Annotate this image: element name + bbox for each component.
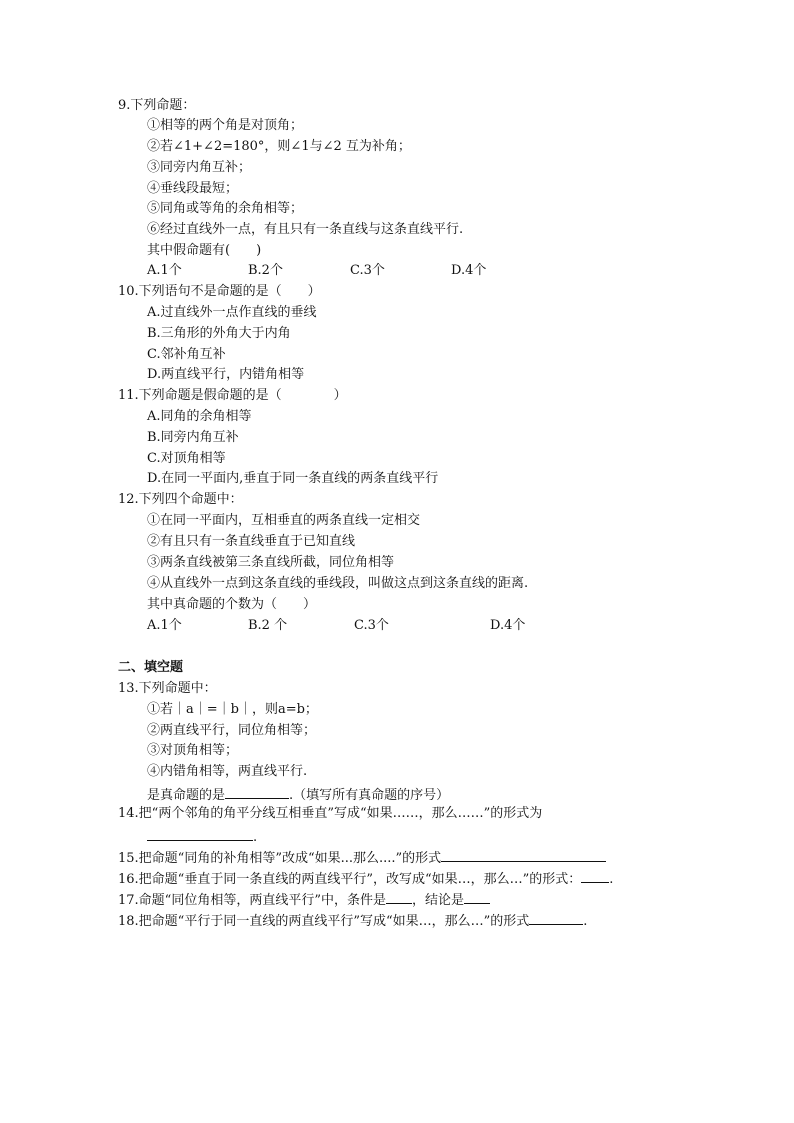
q18-text: 18.把命题“平行于同一直线的两直线平行”写成“如果…，那么…”的形式: [118, 914, 530, 929]
q17-part2: ，结论是: [411, 893, 464, 908]
q9-item-6: ⑥经过直线外一点，有且只有一条直线与这条直线平行.: [147, 222, 464, 237]
q11-option-c: C.对顶角相等: [147, 451, 226, 466]
q9-option-c: C.3个: [350, 263, 385, 278]
q12-item-1: ①在同一平面内，互相垂直的两条直线一定相交: [147, 513, 421, 528]
q11-option-b: B.同旁内角互补: [147, 430, 239, 445]
q18-line: [118, 910, 587, 931]
q13-item-4: ④内错角相等，两直线平行.: [147, 764, 308, 779]
q10-option-c: C.邻补角互补: [147, 347, 226, 362]
q12-option-a: A.1个: [147, 618, 182, 633]
q18-answer-blank[interactable]: [529, 910, 583, 925]
q13-item-1: ①若｜a｜=｜b｜，则a=b；: [147, 702, 318, 717]
q12-item-2: ②有且只有一条直线垂直于已知直线: [147, 534, 356, 549]
q10-stem: 10.下列语句不是命题的是（ ）: [118, 284, 321, 299]
q9-option-a: A.1个: [147, 263, 182, 278]
q16-end: .: [609, 872, 614, 887]
q12-item-3: ③两条直线被第三条直线所截，同位角相等: [147, 555, 395, 570]
q10-option-b: B.三角形的外角大于内角: [147, 326, 291, 341]
q17-part1: 17.命题“同位角相等，两直线平行”中，条件是: [118, 893, 386, 908]
q15-line: [118, 847, 606, 868]
q18-end: .: [583, 914, 588, 929]
q13-answer-prefix: 是真命题的是: [147, 788, 226, 803]
q13-answer-suffix: .（填写所有真命题的序号）: [289, 788, 450, 803]
q14-text: 14.把“两个邻角的角平分线互相垂直”写成“如果……，那么……”的形式为: [118, 806, 543, 821]
q9-option-b: B.2个: [248, 263, 283, 278]
q15-answer-blank[interactable]: [441, 847, 606, 862]
q9-options: [147, 262, 547, 280]
q14-end: .: [253, 830, 258, 845]
q12-item-4: ④从直线外一点到这条直线的垂线段，叫做这点到这条直线的距离.: [147, 576, 529, 591]
q14-answer-line: [147, 826, 257, 847]
q13-answer-blank[interactable]: [225, 784, 289, 799]
q12-option-c: C.3个: [354, 618, 389, 633]
q9-item-5: ⑤同角或等角的余角相等；: [147, 201, 304, 216]
q17-condition-blank[interactable]: [386, 889, 412, 904]
q12-option-b: B.2 个: [248, 618, 288, 633]
q11-option-d: D.在同一平面内,垂直于同一条直线的两条直线平行: [147, 471, 439, 486]
q9-item-2: ②若∠1+∠2=180°，则∠1与∠2 互为补角；: [147, 139, 411, 154]
q10-option-a: A.过直线外一点作直线的垂线: [147, 305, 317, 320]
section-title-fill-in: 二、填空题: [118, 660, 184, 675]
q12-option-d: D.4个: [490, 618, 526, 633]
q12-options: [147, 617, 567, 635]
q14-answer-blank[interactable]: [147, 826, 253, 841]
q17-conclusion-blank[interactable]: [464, 889, 490, 904]
q9-item-1: ①相等的两个角是对顶角；: [147, 118, 304, 133]
q15-text: 15.把命题“同角的补角相等”改成“如果...那么....”的形式: [118, 851, 442, 866]
q11-stem: 11.下列命题是假命题的是（ ）: [118, 388, 347, 403]
q16-answer-blank[interactable]: [581, 868, 609, 883]
q17-line: [118, 889, 490, 910]
q12-prompt: 其中真命题的个数为（ ）: [147, 597, 317, 612]
q16-line: [118, 868, 613, 889]
q13-stem: 13.下列命题中：: [118, 681, 217, 696]
q13-answer-line: [147, 784, 449, 805]
q10-option-d: D.两直线平行，内错角相等: [147, 367, 305, 382]
q13-item-3: ③对顶角相等；: [147, 743, 239, 758]
q9-item-3: ③同旁内角互补；: [147, 160, 252, 175]
q11-option-a: A.同角的余角相等: [147, 409, 252, 424]
q9-item-4: ④垂线段最短；: [147, 181, 239, 196]
q16-text: 16.把命题“垂直于同一条直线的两直线平行”，改写成“如果…，那么…”的形式：: [118, 872, 582, 887]
q9-stem: 9.下列命题：: [118, 98, 196, 113]
q12-stem: 12.下列四个命题中：: [118, 492, 243, 507]
q9-option-d: D.4个: [451, 263, 487, 278]
q13-item-2: ②两直线平行，同位角相等；: [147, 723, 317, 738]
q9-prompt: 其中假命题有( ): [147, 243, 262, 258]
